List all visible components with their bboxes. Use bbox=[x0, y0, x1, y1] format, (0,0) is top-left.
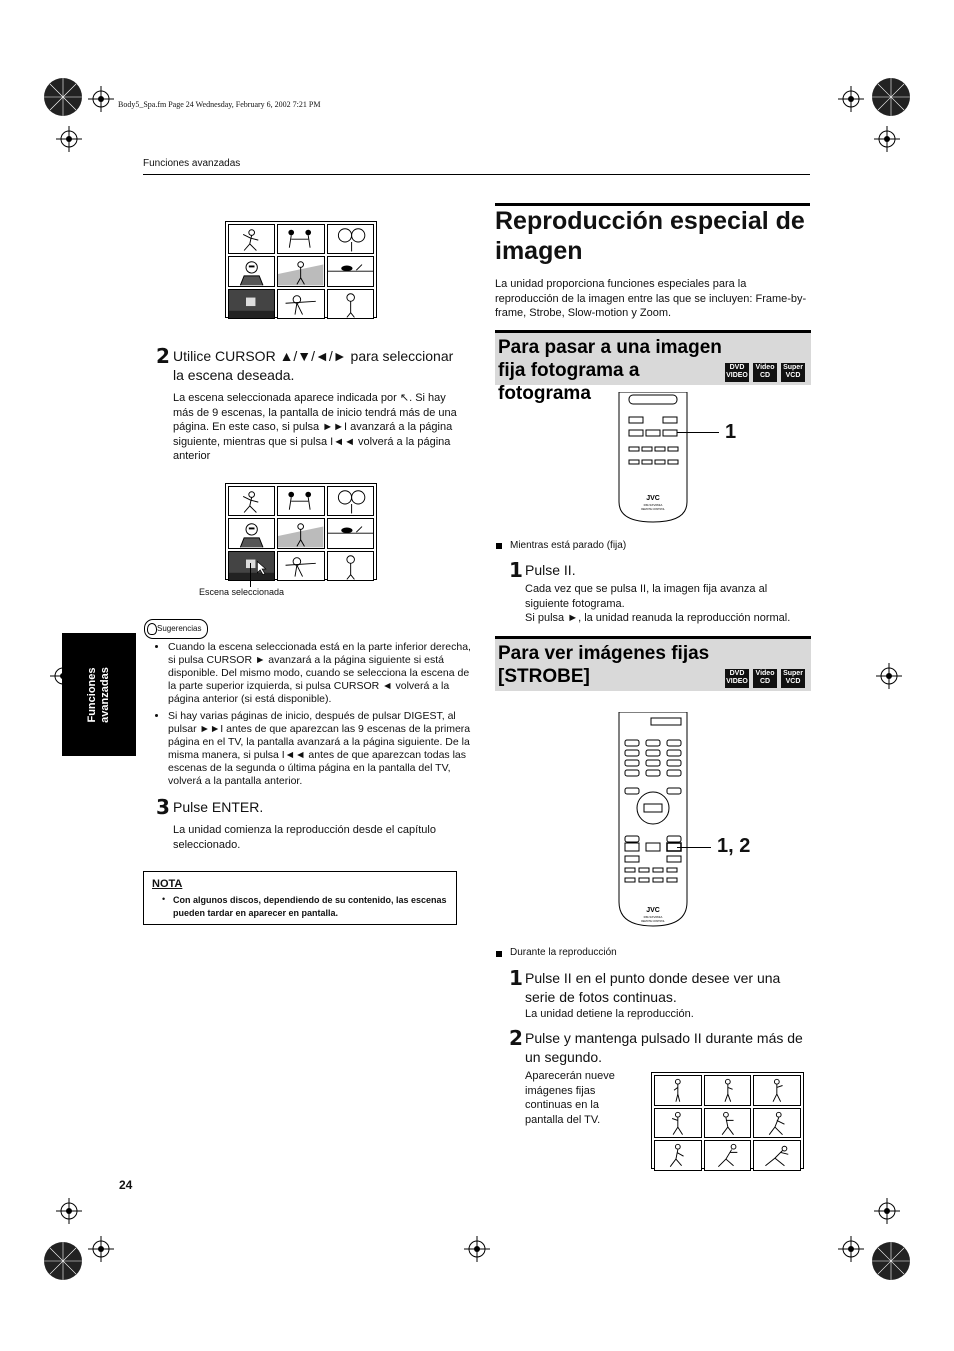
side-tab-line1: Funciones bbox=[86, 667, 98, 723]
intro-text: La unidad proporciona funciones especiales para la reproducción de la imagen entre las que se incluyen: Frame-by-frame, Strobe, Slow-motion y Zoom. bbox=[495, 278, 807, 319]
tips-badge bbox=[144, 619, 208, 639]
s2-step2-number: 2 bbox=[509, 1026, 523, 1050]
note-label: NOTA bbox=[152, 878, 183, 890]
crosshair-icon bbox=[874, 126, 900, 152]
note-text: Con algunos discos, dependiendo de su contenido, las escenas pueden tardar en aparecer en pantalla. bbox=[173, 895, 447, 918]
scene-thumbnail bbox=[327, 289, 374, 319]
remote-model: RM-SXV063A bbox=[643, 915, 663, 919]
strobe-frame bbox=[654, 1075, 702, 1106]
scene-selection-grid bbox=[225, 483, 377, 580]
remote-brand: JVC bbox=[646, 907, 660, 914]
s2-step1-title: Pulse II en el punto donde desee ver una serie de fotos continuas. bbox=[525, 970, 781, 1005]
scene-thumbnail bbox=[228, 224, 275, 254]
crosshair-icon bbox=[88, 1236, 114, 1262]
tip-item: • Si hay varias páginas de inicio, después de pulsar DIGEST, al pulsar ►►I antes de que aparezcan las 9 escenas de la primera página en el TV, la pantalla avanzará a la página siguiente. De la misma manera, si pulsa I◄◄ antes de que aparezcan todas las escenas de la segunda o última página en la pantalla del TV, volverá a la pantalla anterior. bbox=[168, 710, 476, 788]
callout-line bbox=[677, 432, 719, 433]
s1-step1-number: 1 bbox=[509, 558, 523, 582]
crosshair-icon bbox=[88, 86, 114, 112]
section1-title: Para pasar a una imagen fija fotograma a fotograma bbox=[498, 337, 722, 404]
remote-model: RM-SXV063A bbox=[643, 503, 663, 507]
super-vcd-badge: Super VCD bbox=[781, 669, 805, 688]
scene-thumbnail-selected bbox=[228, 551, 275, 581]
side-tab bbox=[62, 633, 136, 756]
section2-title: Para ver imágenes fijas [STROBE] bbox=[498, 643, 710, 687]
s2-step2-title: Pulse y mantenga pulsado II durante más de un segundo. bbox=[525, 1030, 803, 1065]
s1-step1-body: Cada vez que se pulsa II, la imagen fija avanza al siguiente fotograma. bbox=[525, 583, 768, 610]
scene-thumbnail bbox=[327, 256, 374, 286]
scene-thumbnail bbox=[277, 518, 324, 548]
step3-number: 3 bbox=[156, 795, 170, 819]
crosshair-icon bbox=[874, 1198, 900, 1224]
strobe-frame bbox=[753, 1075, 801, 1106]
registration-mark-icon bbox=[40, 1238, 86, 1284]
lightbulb-icon bbox=[147, 623, 157, 635]
scene-thumbnail bbox=[277, 486, 324, 516]
scene-thumbnail bbox=[327, 551, 374, 581]
strobe-image-grid bbox=[651, 1072, 804, 1169]
header-rule bbox=[143, 174, 810, 175]
tips-list bbox=[152, 641, 476, 792]
video-cd-badge: Video CD bbox=[753, 363, 777, 382]
condition-bullet bbox=[496, 951, 502, 957]
remote-brand: JVC bbox=[646, 495, 660, 502]
step2-body: La escena seleccionada aparece indicada por ↖. Si hay más de 9 escenas, la pantalla de inicio tendrá más de una página. En este caso, si pulsa ►►I avanzará a la página siguiente, mientras que si pulsa I◄◄ volverá a la página anterior bbox=[173, 392, 457, 462]
s1-step1-title: Pulse II. bbox=[525, 562, 576, 578]
scene-thumbnail bbox=[228, 518, 275, 548]
callout-1-2: 1, 2 bbox=[717, 835, 751, 857]
scene-thumbnail bbox=[327, 224, 374, 254]
caption-selected-scene: Escena seleccionada bbox=[199, 587, 285, 597]
tip-item: • Cuando la escena seleccionada está en la parte inferior derecha, si pulsa CURSOR ► avanzará a la página siguiente si está disponible. Del mismo modo, cuando se selecciona la escena de la parte superior izquierda, si pulsa CURSOR ◄ volverá a la página anterior (si está disponible). bbox=[168, 641, 476, 706]
scene-thumbnail bbox=[228, 256, 275, 286]
scene-digest-grid bbox=[225, 221, 377, 318]
page-number: 24 bbox=[119, 1178, 133, 1192]
s2-step1-number: 1 bbox=[509, 966, 523, 990]
scene-thumbnail bbox=[228, 486, 275, 516]
scene-thumbnail bbox=[327, 518, 374, 548]
dvd-video-badge: DVD VIDEO bbox=[725, 363, 749, 382]
crosshair-icon bbox=[838, 86, 864, 112]
condition-playback: Durante la reproducción bbox=[510, 947, 617, 958]
scene-thumbnail bbox=[327, 486, 374, 516]
crosshair-icon bbox=[838, 1236, 864, 1262]
registration-mark-icon bbox=[868, 1238, 914, 1284]
s2-step1-body: La unidad detiene la reproducción. bbox=[525, 1008, 694, 1020]
remote-control-illustration bbox=[615, 392, 691, 525]
strobe-frame bbox=[704, 1075, 752, 1106]
strobe-frame bbox=[654, 1108, 702, 1139]
remote-control-illustration bbox=[615, 712, 691, 928]
super-vcd-badge: Super VCD bbox=[781, 363, 805, 382]
callout-1: 1 bbox=[725, 421, 737, 443]
step2-number: 2 bbox=[156, 344, 170, 368]
condition-stopped: Mientras está parado (fija) bbox=[510, 540, 627, 551]
registration-mark-icon bbox=[40, 74, 86, 120]
section2-banner bbox=[495, 636, 811, 691]
registration-mark-icon bbox=[868, 74, 914, 120]
section-header: Funciones avanzadas bbox=[143, 158, 241, 169]
section1-banner bbox=[495, 330, 811, 404]
strobe-frame bbox=[753, 1108, 801, 1139]
step3-title: Pulse ENTER. bbox=[173, 799, 264, 815]
crosshair-icon bbox=[56, 126, 82, 152]
scene-thumbnail bbox=[277, 224, 324, 254]
scene-thumbnail bbox=[277, 551, 324, 581]
remote-label: REMOTE CONTROL bbox=[641, 508, 665, 511]
main-title: Reproducción especial de imagen bbox=[495, 207, 805, 265]
disc-badges bbox=[725, 669, 805, 688]
strobe-frame bbox=[704, 1108, 752, 1139]
scene-thumbnail bbox=[277, 256, 324, 286]
note-bullet: • bbox=[162, 894, 166, 904]
step3-body: La unidad comienza la reproducción desde el capítulo seleccionado. bbox=[173, 824, 436, 851]
note-box bbox=[143, 871, 457, 925]
callout-line bbox=[677, 847, 711, 848]
scene-thumbnail bbox=[228, 289, 275, 319]
selected-scene-leader-line bbox=[250, 563, 251, 587]
strobe-frame bbox=[753, 1140, 801, 1171]
file-header: Body5_Spa.fm Page 24 Wednesday, February 6, 2002 7:21 PM bbox=[118, 100, 321, 109]
step2-title: Utilice CURSOR ▲/▼/◄/► para seleccionar la escena deseada. bbox=[173, 348, 454, 383]
s2-step2-body: Aparecerán nueve imágenes fijas continuas en la pantalla del TV. bbox=[525, 1070, 615, 1126]
strobe-frame bbox=[654, 1140, 702, 1171]
crosshair-icon bbox=[56, 1198, 82, 1224]
tips-label: Sugerencias bbox=[157, 624, 202, 633]
dvd-video-badge: DVD VIDEO bbox=[725, 669, 749, 688]
video-cd-badge: Video CD bbox=[753, 669, 777, 688]
condition-bullet bbox=[496, 543, 502, 549]
disc-badges bbox=[725, 363, 805, 382]
side-tab-line2: avanzadas bbox=[99, 666, 111, 723]
crosshair-icon bbox=[876, 663, 902, 689]
scene-thumbnail bbox=[277, 289, 324, 319]
strobe-frame bbox=[704, 1140, 752, 1171]
remote-label: REMOTE CONTROL bbox=[641, 920, 665, 923]
crosshair-icon bbox=[464, 1236, 490, 1262]
s1-step1-body2: Si pulsa ►, la unidad reanuda la reproducción normal. bbox=[525, 612, 791, 624]
